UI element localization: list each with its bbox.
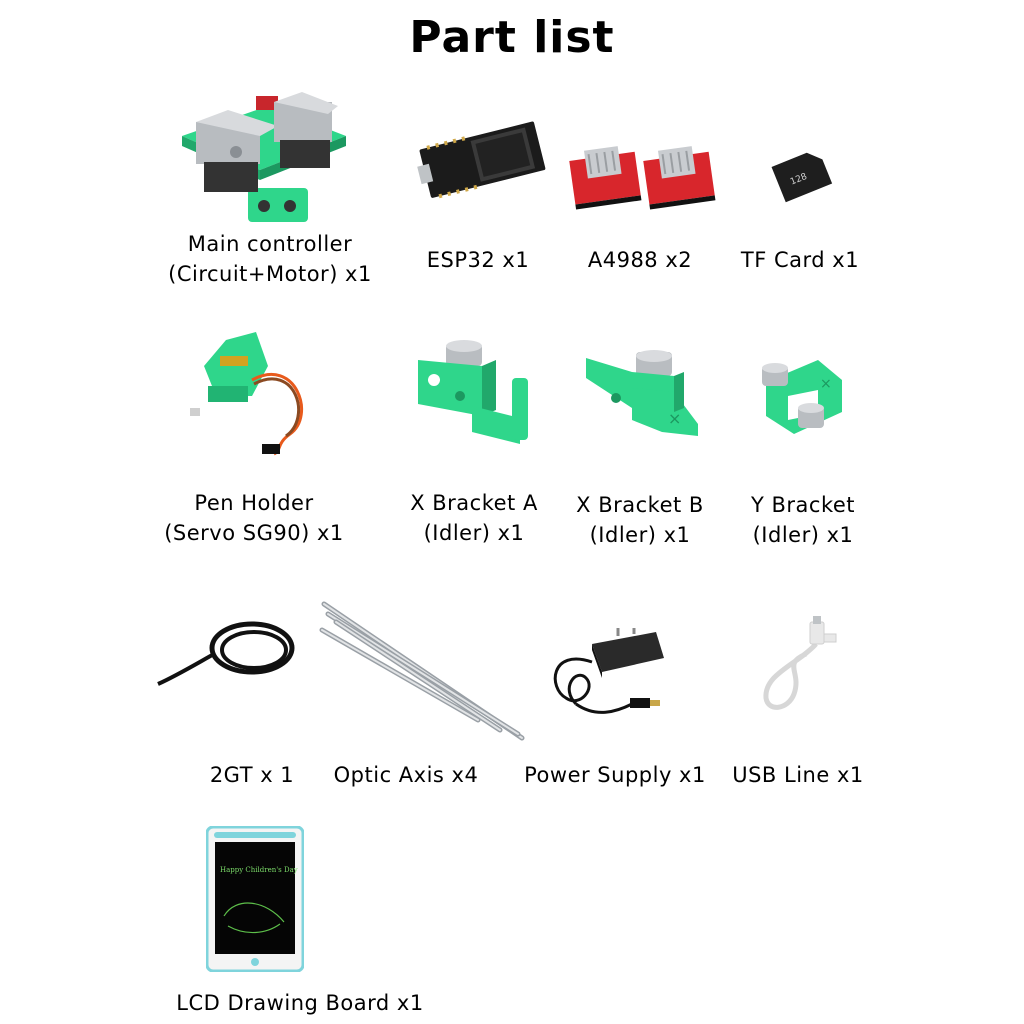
label-2gt: 2GT x 1 bbox=[209, 763, 295, 787]
label-optic-axis: Optic Axis x4 bbox=[333, 763, 479, 787]
y-bracket-image bbox=[758, 354, 846, 440]
page-title: Part list bbox=[409, 12, 615, 63]
usb-line-image bbox=[758, 614, 842, 714]
label-x-bracket-b: X Bracket B (Idler) x1 bbox=[576, 493, 704, 547]
a4988-image bbox=[568, 142, 718, 214]
label-y-bracket: Y Bracket (Idler) x1 bbox=[750, 493, 856, 547]
label-main-controller: Main controller (Circuit+Motor) x1 bbox=[168, 232, 372, 286]
lcd-screen-text: Happy Children's Day bbox=[220, 866, 298, 874]
pen-holder-image bbox=[186, 326, 320, 464]
label-pen-holder: Pen Holder (Servo SG90) x1 bbox=[164, 491, 344, 545]
label-power-supply: Power Supply x1 bbox=[524, 763, 706, 787]
label-esp32: ESP32 x1 bbox=[426, 248, 530, 272]
label-usb-line: USB Line x1 bbox=[732, 763, 864, 787]
lcd-drawing-board-image bbox=[206, 826, 304, 972]
x-bracket-a-image bbox=[412, 340, 536, 446]
label-tf-card: TF Card x1 bbox=[740, 248, 860, 272]
belt-image bbox=[156, 614, 300, 690]
tf-card-capacity: 128 bbox=[789, 171, 809, 188]
svg-text:×: × bbox=[668, 409, 682, 428]
main-controller-image bbox=[178, 88, 350, 228]
label-a4988: A4988 x2 bbox=[587, 248, 693, 272]
power-supply-image bbox=[546, 628, 668, 720]
esp32-image bbox=[413, 113, 549, 203]
optic-axis-image bbox=[318, 600, 526, 742]
svg-text:×: × bbox=[820, 376, 832, 392]
label-x-bracket-a: X Bracket A (Idler) x1 bbox=[410, 491, 538, 545]
x-bracket-b-image bbox=[582, 348, 700, 440]
tf-card-image bbox=[766, 140, 838, 206]
label-lcd-drawing-board: LCD Drawing Board x1 bbox=[176, 991, 424, 1015]
